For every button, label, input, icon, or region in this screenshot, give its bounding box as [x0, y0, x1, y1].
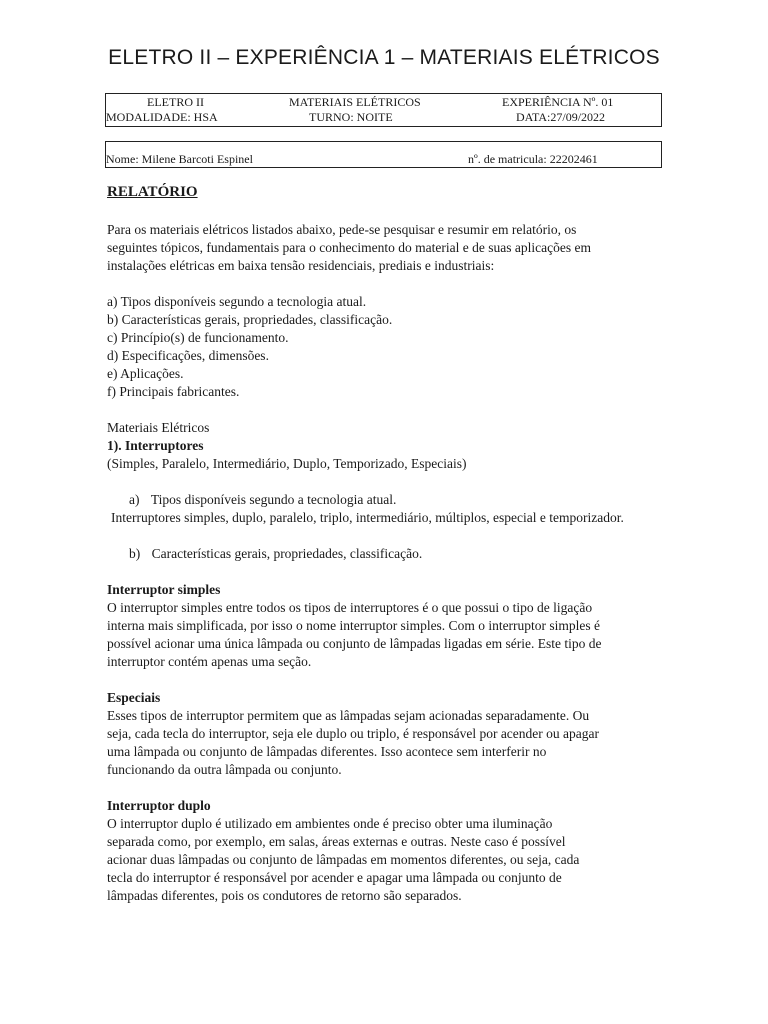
header-table: [105, 93, 662, 127]
duplo-line: acionar duas lâmpadas ou conjunto de lâmpadas em momentos diferentes, ou seja, cada: [107, 852, 580, 867]
document-title: ELETRO II – EXPERIÊNCIA 1 – MATERIAIS ELÉTRICOS: [108, 46, 660, 69]
topic-item: f) Principais fabricantes.: [107, 384, 240, 399]
materials-label: Materiais Elétricos: [107, 420, 210, 435]
intro-paragraph: [107, 221, 662, 275]
student-table: [105, 141, 662, 168]
header-data: DATA:27/09/2022: [516, 110, 606, 124]
item-a: [107, 491, 662, 509]
duplo-title: Interruptor duplo: [107, 798, 211, 813]
header-materiais: MATERIAIS ELÉTRICOS: [289, 95, 421, 109]
especiais-line: uma lâmpada ou conjunto de lâmpadas diferentes. Isso acontece sem interferir no: [107, 744, 547, 759]
item-a-text: Tipos disponíveis segundo a tecnologia atual.: [150, 492, 397, 507]
duplo-line: tecla do interruptor é responsável por acender e apagar uma lâmpada ou conjunto de: [107, 870, 562, 885]
topics-list: [107, 293, 662, 401]
report-heading: RELATÓRIO: [107, 184, 198, 200]
especiais-line: funcionando da outra lâmpada ou conjunto.: [107, 762, 342, 777]
especiais-line: Esses tipos de interruptor permitem que as lâmpadas sejam acionadas separadamente. Ou: [107, 708, 590, 723]
especiais-title: Especiais: [107, 690, 161, 705]
header-eletro: ELETRO II: [147, 95, 204, 109]
topic-item: d) Especificações, dimensões.: [107, 348, 269, 363]
header-experiencia: EXPERIÊNCIA Nº. 01: [502, 95, 614, 109]
simples-line: possível acionar uma única lâmpada ou conjunto de lâmpadas ligadas em série. Este tipo de: [107, 636, 602, 651]
especiais-line: seja, cada tecla do interruptor, seja ele duplo ou triplo, é responsável por acender ou apagar: [107, 726, 600, 741]
intro-line: instalações elétricas em baixa tensão residenciais, prediais e industriais:: [107, 258, 495, 273]
header-modalidade: MODALIDADE: HSA: [106, 110, 218, 124]
duplo-line: O interruptor duplo é utilizado em ambientes onde é preciso obter uma iluminação: [107, 816, 553, 831]
duplo-paragraph: [107, 815, 662, 905]
section1-subtitle: (Simples, Paralelo, Intermediário, Duplo, Temporizado, Especiais): [107, 456, 467, 471]
duplo-line: lâmpadas diferentes, pois os condutores de retorno são separados.: [107, 888, 462, 903]
intro-line: Para os materiais elétricos listados abaixo, pede-se pesquisar e resumir em relatório, os: [107, 222, 577, 237]
item-a-label: a): [129, 492, 140, 507]
report-content: [107, 183, 662, 905]
simples-line: O interruptor simples entre todos os tipos de interruptores é o que possui o tipo de ligação: [107, 600, 593, 615]
topic-item: a) Tipos disponíveis segundo a tecnologia atual.: [107, 294, 367, 309]
simples-line: interruptor contém apenas uma seção.: [107, 654, 312, 669]
student-name: Nome: Milene Barcoti Espinel: [106, 152, 253, 166]
simples-title: Interruptor simples: [107, 582, 221, 597]
topic-item: e) Aplicações.: [107, 366, 184, 381]
student-matricula: nº. de matricula: 22202461: [468, 152, 598, 166]
item-b-text: Características gerais, propriedades, classificação.: [151, 546, 423, 561]
topic-item: b) Características gerais, propriedades, classificação.: [107, 312, 393, 327]
simples-paragraph: [107, 599, 662, 671]
header-turno: TURNO: NOITE: [309, 110, 393, 124]
item-b: [107, 545, 662, 563]
item-a-body: Interruptores simples, duplo, paralelo, triplo, intermediário, múltiplos, especial e temporizador.: [111, 510, 624, 525]
duplo-line: separada como, por exemplo, em salas, áreas externas e outras. Neste caso é possível: [107, 834, 566, 849]
section1-title: 1). Interruptores: [107, 438, 204, 453]
intro-line: seguintes tópicos, fundamentais para o conhecimento do material e de suas aplicações em: [107, 240, 591, 255]
simples-line: interna mais simplificada, por isso o nome interruptor simples. Com o interruptor simples é: [107, 618, 601, 633]
item-b-label: b): [129, 546, 141, 561]
especiais-paragraph: [107, 707, 662, 779]
topic-item: c) Princípio(s) de funcionamento.: [107, 330, 289, 345]
